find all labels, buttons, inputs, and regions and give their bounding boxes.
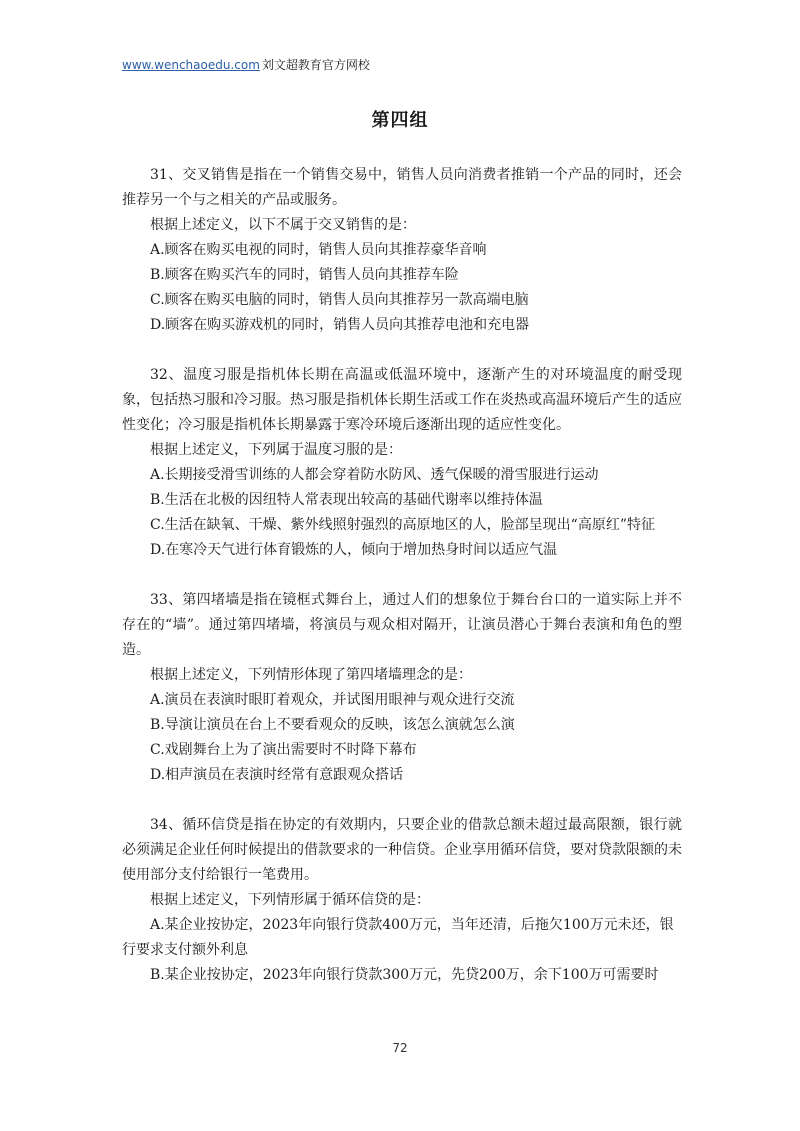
- question-prompt: 根据上述定义，以下不属于交叉销售的是：: [150, 217, 416, 233]
- option-c: C.戏剧舞台上为了演出需要时不时降下幕布: [150, 742, 417, 758]
- question-prompt: 根据上述定义，下列情形属于循环信贷的是：: [150, 892, 430, 908]
- question-33: [122, 588, 682, 788]
- question-prompt: 根据上述定义，下列情形体现了第四堵墙理念的是：: [150, 667, 472, 683]
- option-a: A.演员在表演时眼盯着观众，并试图用眼神与观众进行交流: [150, 692, 515, 708]
- option-b: B.导演让演员在台上不要看观众的反映，该怎么演就怎么演: [150, 717, 515, 733]
- option-b: B.顾客在购买汽车的同时，销售人员向其推荐车险: [150, 267, 459, 283]
- option-c: C.生活在缺氧、干燥、紫外线照射强烈的高原地区的人，脸部呈现出“高原红”特征: [150, 517, 655, 533]
- option-d: D.顾客在购买游戏机的同时，销售人员向其推荐电池和充电器: [150, 317, 530, 333]
- question-list: [122, 163, 682, 1013]
- question-32: [122, 363, 682, 563]
- option-b: B.生活在北极的因纽特人常表现出较高的基础代谢率以维持体温: [150, 492, 543, 508]
- question-stem: 34、循环信贷是指在协定的有效期内，只要企业的借款总额未超过最高限额，银行就必须满足企业任何时候提出的借款要求的一种信贷。企业享用循环信贷，要对贷款限额的未使用部分支付给银行一笔费用。: [122, 817, 682, 883]
- question-prompt: 根据上述定义，下列属于温度习服的是：: [150, 442, 402, 458]
- question-31: [122, 163, 682, 338]
- page-header: [122, 56, 370, 73]
- question-stem: 32、温度习服是指机体长期在高温或低温环境中，逐渐产生的对环境温度的耐受现象，包括热习服和冷习服。热习服是指机体长期生活或工作在炎热或高温环境后产生的适应性变化；冷习服是指机体长期暴露于寒冷环境后逐渐出现的适应性变化。: [122, 367, 682, 433]
- option-d: D.相声演员在表演时经常有意跟观众搭话: [150, 767, 404, 783]
- question-stem: 33、第四堵墙是指在镜框式舞台上，通过人们的想象位于舞台台口的一道实际上并不存在的“墙”。通过第四堵墙，将演员与观众相对隔开，让演员潜心于舞台表演和角色的塑造。: [122, 592, 682, 658]
- option-b: B.某企业按协定，2023年向银行贷款300万元，先贷200万，余下100万可需要时: [150, 967, 659, 983]
- header-site-name: 刘文超教育官方网校: [261, 58, 370, 72]
- header-url-link[interactable]: www.wenchaoedu.com: [122, 58, 260, 72]
- question-stem: 31、交叉销售是指在一个销售交易中，销售人员向消费者推销一个产品的同时，还会推荐另一个与之相关的产品或服务。: [122, 167, 682, 208]
- option-d: D.在寒冷天气进行体育锻炼的人，倾向于增加热身时间以适应气温: [150, 542, 558, 558]
- question-34: [122, 813, 682, 988]
- page-title: 第四组: [371, 110, 429, 131]
- option-c: C.顾客在购买电脑的同时，销售人员向其推荐另一款高端电脑: [150, 292, 529, 308]
- page-number: 72: [392, 1041, 408, 1055]
- option-a: A.顾客在购买电视的同时，销售人员向其推荐豪华音响: [150, 242, 487, 258]
- option-a: A.某企业按协定，2023年向银行贷款400万元，当年还清，后拖欠100万元未还，银行要求支付额外利息: [122, 917, 674, 958]
- option-a: A.长期接受滑雪训练的人都会穿着防水防风、透气保暖的滑雪服进行运动: [150, 467, 599, 483]
